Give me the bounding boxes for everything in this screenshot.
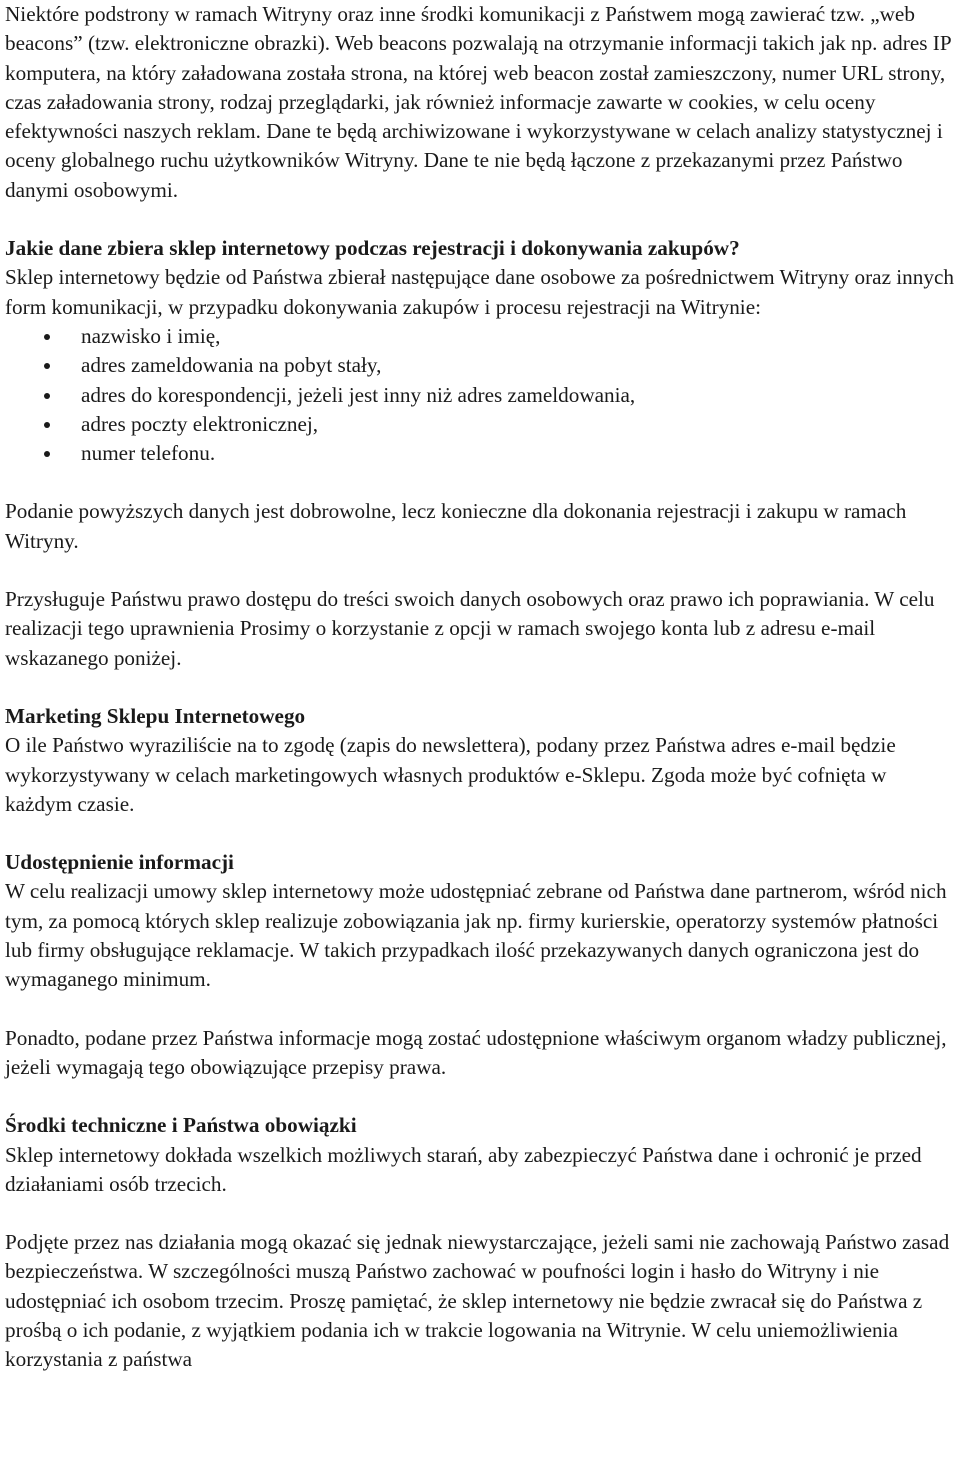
paragraph-access-rights: Przysługuje Państwu prawo dostępu do treści swoich danych osobowych oraz prawo ich poprawiania. W celu realizacji tego uprawnienia Prosimy o korzystanie z opcji w ramach swojego konta lub z adresu e-mail wskazanego poniżej.	[5, 587, 935, 670]
list-item: nazwisko i imię,	[5, 322, 954, 351]
paragraph-obligations: Podjęte przez nas działania mogą okazać się jednak niewystarczające, jeżeli sami nie zachowają Państwo zasad bezpieczeństwa. W szczególności muszą Państwo zachować w poufności login i hasło do Witryny i nie udostępniać ich osobom trzecim. Proszę pamiętać, że sklep internetowy nie będzie zwracał się do Państwa z prośbą o ich podanie, z wyjątkiem podania ich w trakcie logowania na Witrynie. W celu uniemożliwienia korzystania z państwa	[5, 1230, 950, 1372]
personal-data-list	[5, 322, 954, 468]
heading-registration-data: Jakie dane zbiera sklep internetowy podczas rejestracji i dokonywania zakupów?	[5, 236, 740, 261]
heading-marketing: Marketing Sklepu Internetowego	[5, 703, 306, 728]
heading-security: Środki techniczne i Państwa obowiązki	[5, 1113, 357, 1138]
paragraph-web-beacons: Niektóre podstrony w ramach Witryny oraz inne środki komunikacji z Państwem mogą zawierać tzw. „web beacons” (tzw. elektroniczne obrazki). Web beacons pozwalają na otrzymanie informacji takich jak np. adres IP komputera, na który załadowana została strona, na której web beacon został zamieszczony, numer URL strony, czas załadowania strony, rodzaj przeglądarki, jak również informacje zawarte w cookies, w celu oceny efektywności naszych reklam. Dane te będą archiwizowane i wykorzystywane w celach analizy statystycznej i oceny globalnego ruchu użytkowników Witryny. Dane te nie będą łączone z przekazanymi przez Państwo danymi osobowymi.	[5, 2, 951, 202]
paragraph-registration-data: Sklep internetowy będzie od Państwa zbierał następujące dane osobowe za pośrednictwem Witryny oraz innych form komunikacji, w przypadku dokonywania zakupów i procesu rejestracji na Witrynie:	[5, 265, 954, 319]
list-item: adres zameldowania na pobyt stały,	[5, 351, 954, 380]
paragraph-security: Sklep internetowy dokłada wszelkich możliwych starań, aby zabezpieczyć Państwa dane i ochronić je przed działaniami osób trzecich.	[5, 1142, 922, 1196]
list-item: adres do korespondencji, jeżeli jest inny niż adres zameldowania,	[5, 381, 954, 410]
paragraph-sharing: W celu realizacji umowy sklep internetowy może udostępniać zebrane od Państwa dane partnerom, wśród nich tym, za pomocą których sklep realizuje zobowiązania jak np. firmy kurierskie, operatorzy systemów płatności lub firmy obsługujące reklamacje. W takich przypadkach ilość przekazywanych danych ograniczona jest do wymaganego minimum.	[5, 879, 947, 992]
list-item: adres poczty elektronicznej,	[5, 410, 954, 439]
paragraph-authorities: Ponadto, podane przez Państwa informacje mogą zostać udostępnione właściwym organom władzy publicznej, jeżeli wymagają tego obowiązujące przepisy prawa.	[5, 1025, 947, 1079]
paragraph-marketing: O ile Państwo wyraziliście na to zgodę (zapis do newslettera), podany przez Państwa adres e-mail będzie wykorzystywany w celach marketingowych własnych produktów e-Sklepu. Zgoda może być cofnięta w każdym czasie.	[5, 733, 896, 816]
heading-sharing: Udostępnienie informacji	[5, 850, 234, 875]
paragraph-voluntary: Podanie powyższych danych jest dobrowolne, lecz konieczne dla dokonania rejestracji i zakupu w ramach Witryny.	[5, 499, 907, 553]
list-item: numer telefonu.	[5, 439, 954, 468]
